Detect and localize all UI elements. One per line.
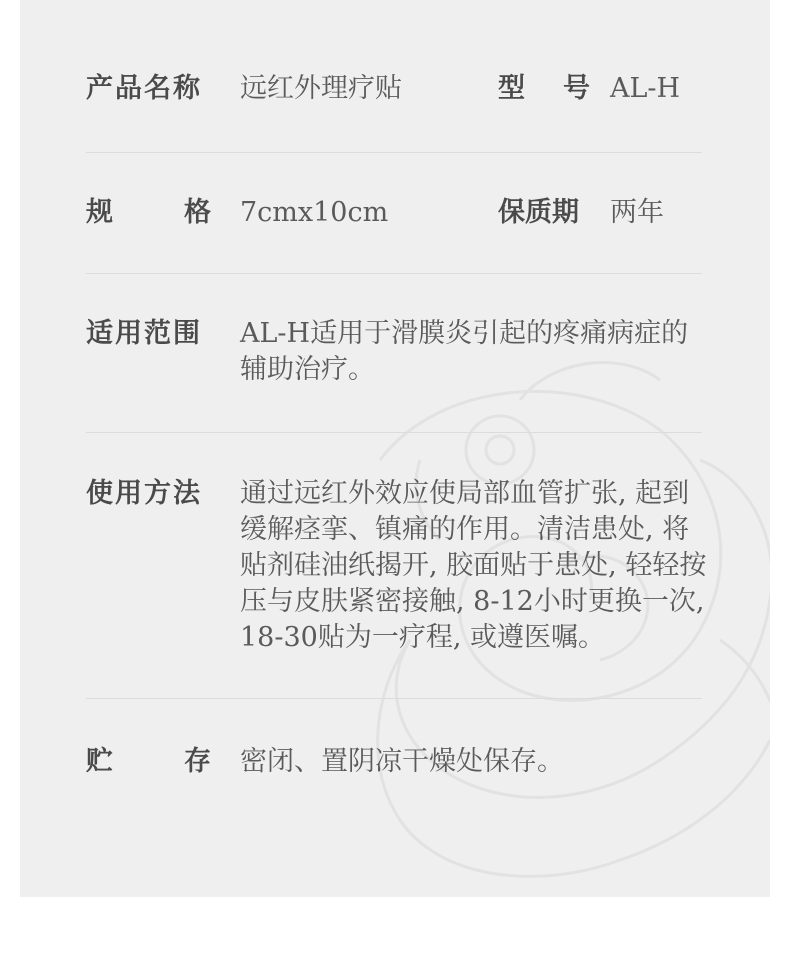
model-label: 型 号 [498, 73, 590, 104]
product-name-label: 产品名称 [86, 73, 202, 104]
spec-value: 7cmx10cm [240, 197, 389, 228]
product-info-panel [20, 0, 770, 897]
product-name-value: 远红外理疗贴 [240, 73, 402, 104]
usage-label: 使用方法 [86, 478, 202, 509]
shelf-life-value: 两年 [610, 197, 664, 228]
spec-label: 规 格 [86, 197, 211, 228]
storage-value: 密闭、置阴凉干燥处保存。 [240, 746, 564, 777]
divider [86, 432, 702, 433]
storage-label: 贮 存 [86, 746, 211, 777]
usage-value: 通过远红外效应使局部血管扩张, 起到缓解痉挛、镇痛的作用。清洁患处, 将贴剂硅油纸揭开, 胶面贴于患处, 轻轻按压与皮肤紧密接触, 8-12小时更换一次, 18-30贴为一疗程, 或遵医嘱。 [240, 478, 707, 653]
scope-value: AL-H适用于滑膜炎引起的疼痛病症的辅助治疗。 [240, 318, 689, 385]
divider [86, 273, 702, 274]
divider [86, 152, 702, 153]
shelf-life-label: 保质期 [498, 197, 579, 228]
divider [86, 698, 702, 699]
scope-label: 适用范围 [86, 318, 202, 349]
model-value: AL-H [610, 73, 681, 104]
